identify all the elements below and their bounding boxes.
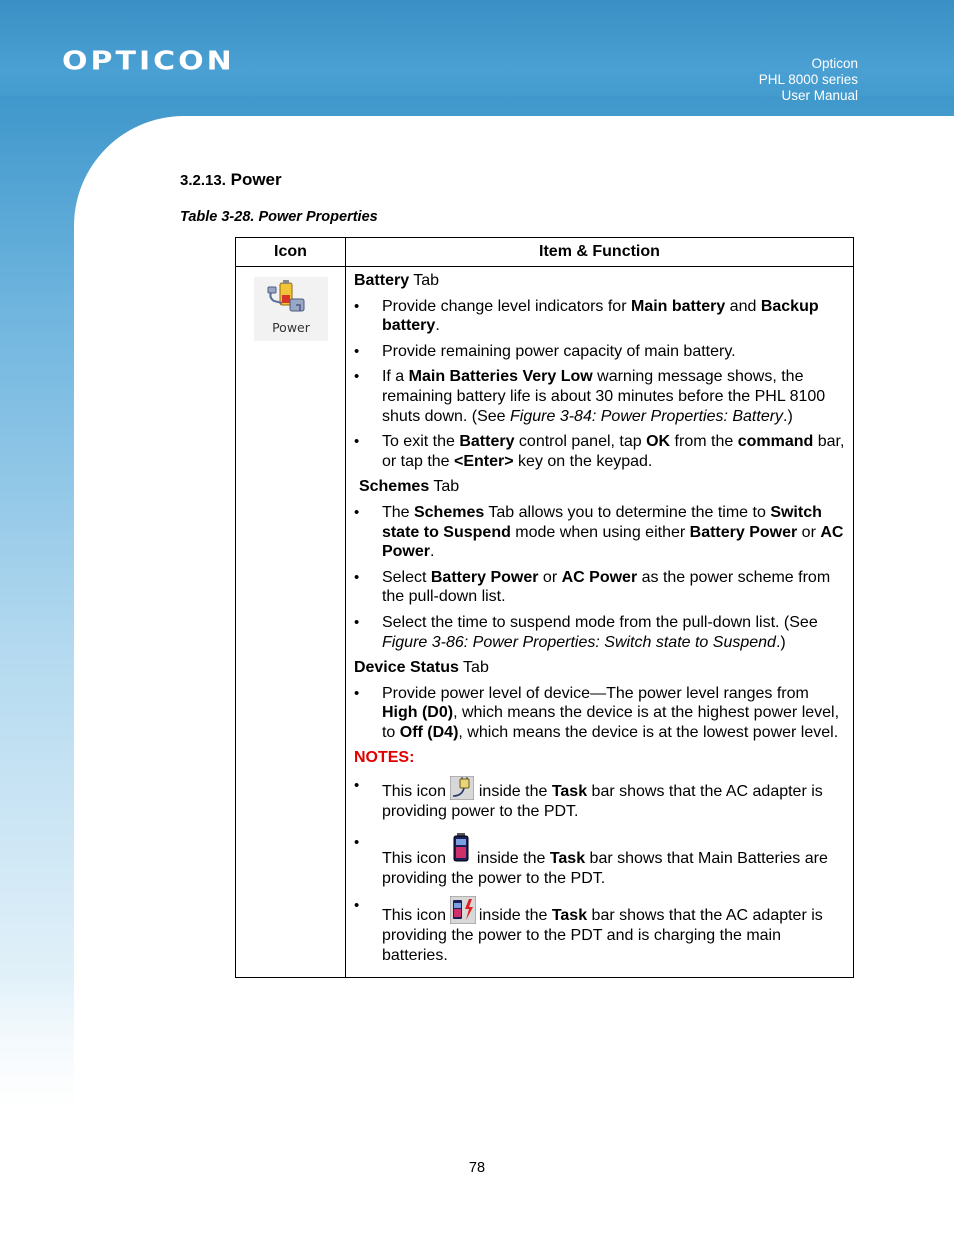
list-item: • This icon inside the Task bar shows that Main Batteries are providing the power to the PDT.: [354, 833, 845, 888]
table-row: [236, 267, 854, 978]
header-icon: Icon: [236, 238, 346, 267]
device-status-tab-heading: Device Status Tab: [353, 659, 489, 677]
list-item: • Select the time to suspend mode from the pull-down list. (See Figure 3-86: Power Properties: Switch state to Suspend.): [354, 613, 845, 652]
schemes-list: [354, 503, 845, 652]
icon-cell: [236, 267, 346, 978]
charging-icon: [450, 896, 474, 920]
list-item: • Provide remaining power capacity of main battery.: [354, 342, 845, 362]
list-item: • If a Main Batteries Very Low warning message shows, the remaining battery life is about 30 minutes before the PHL 8100 shuts down. (See Figure 3-84: Power Properties: Battery.): [354, 367, 845, 426]
header-product: PHL 8000 series: [758, 72, 858, 87]
ac-adapter-icon: [450, 776, 474, 800]
battery-tab-heading: Battery Tab: [353, 272, 440, 289]
header-company: Opticon: [811, 56, 858, 71]
header-meta: [759, 56, 858, 104]
battery-icon: [450, 833, 472, 863]
power-icon-label: Power: [272, 320, 310, 335]
power-properties-table: [235, 237, 854, 978]
list-item: • This icon inside the Task bar shows that the AC adapter is providing the power to the PDT and is charging the main batteries.: [354, 896, 845, 965]
table-header-row: [236, 238, 854, 267]
table-caption: Table 3-28. Power Properties: [180, 209, 378, 225]
function-cell: [345, 267, 853, 978]
header-function: Item & Function: [345, 238, 853, 267]
schemes-tab-heading: Schemes Tab: [358, 478, 460, 496]
notes-label: NOTES:: [353, 749, 415, 767]
notes-list: [354, 776, 845, 965]
page-number: 78: [468, 1160, 486, 1176]
list-item: • Provide change level indicators for Main battery and Backup battery.: [354, 297, 845, 336]
list-item: • This icon inside the Task bar shows that the AC adapter is providing power to the PDT.: [354, 776, 845, 821]
list-item: • Select Battery Power or AC Power as the power scheme from the pull-down list.: [354, 568, 845, 607]
device-status-list: [354, 684, 845, 743]
list-item: • To exit the Battery control panel, tap OK from the command bar, or tap the <Enter> key on the keypad.: [354, 432, 845, 471]
battery-list: [354, 297, 845, 472]
section-title: 3.2.13. Power: [180, 170, 282, 189]
opticon-logo: OPTICON: [62, 46, 235, 77]
power-applet-icon: [254, 277, 328, 341]
list-item: • The Schemes Tab allows you to determine the time to Switch state to Suspend mode when using either Battery Power or AC Power.: [354, 503, 845, 562]
list-item: • Provide power level of device—The power level ranges from High (D0), which means the device is at the highest power level, to Off (D4), which means the device is at the lowest power level.: [354, 684, 845, 743]
header-doc-type: User Manual: [781, 88, 858, 103]
